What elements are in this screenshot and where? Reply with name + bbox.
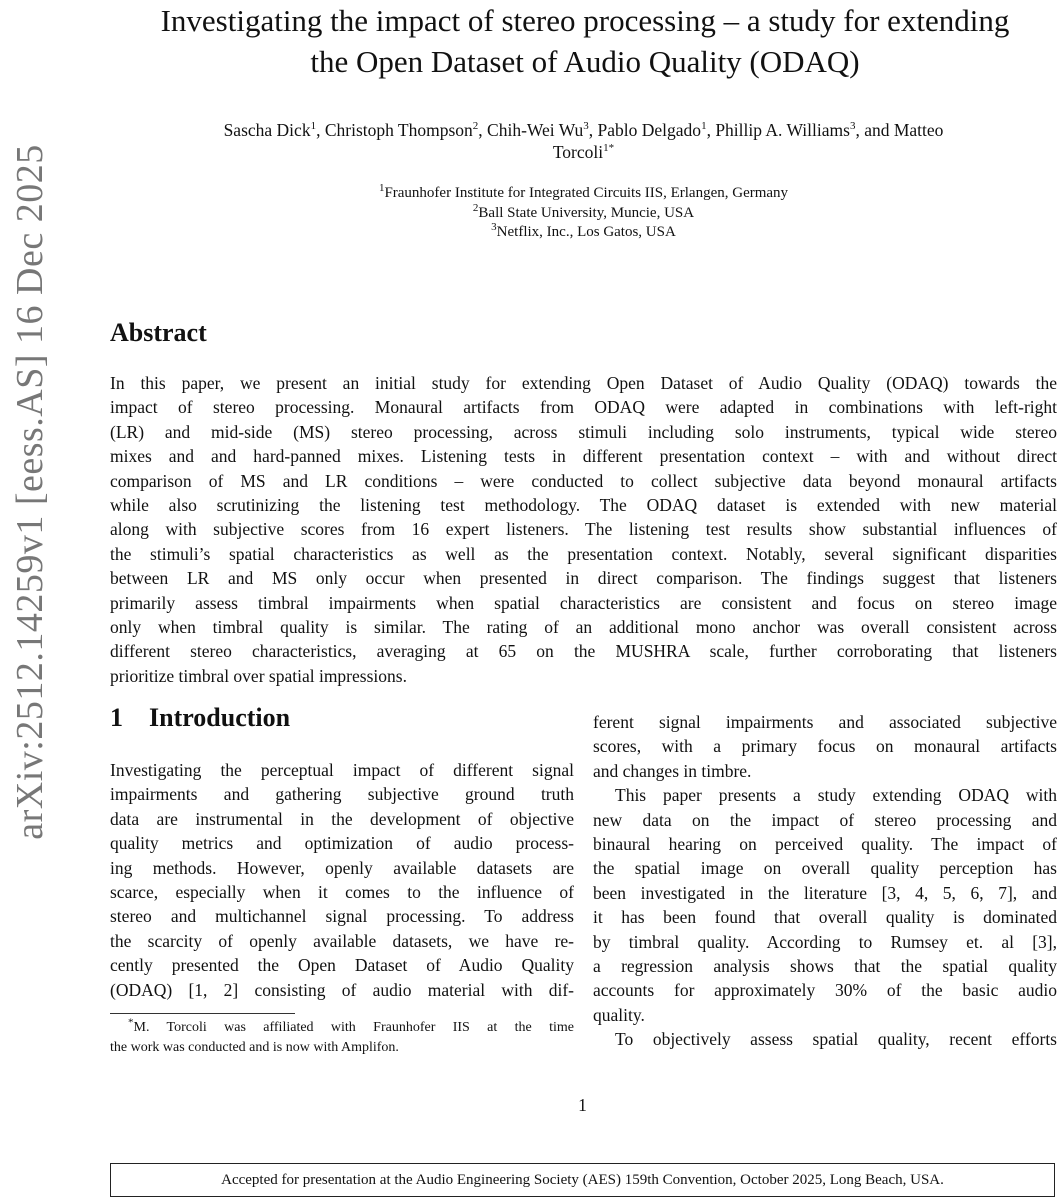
- title-line: the Open Dataset of Audio Quality (ODAQ): [310, 44, 860, 79]
- text-line: it has been found that overall quality is dominated: [593, 907, 1057, 928]
- text-line: along with subjective scores from 16 expert listeners. The listening test results show substantial influences of: [110, 519, 1057, 540]
- section-title: Introduction: [149, 703, 291, 732]
- text-line: scarce, especially when it comes to the influence of: [110, 882, 574, 903]
- affiliation: [110, 223, 1057, 243]
- text-line: primarily assess timbral impairments when spatial characteristics are consistent and focus on stereo image: [110, 592, 1057, 613]
- footnote-mark: *: [128, 1016, 134, 1029]
- text-line: cently presented the Open Dataset of Audio Quality: [110, 955, 574, 976]
- text-line: the stimuli’s spatial characteristics as well as the presentation context. Notably, several significant disparities: [110, 543, 1057, 564]
- author-line: [110, 119, 1057, 141]
- text-line: impairments and gathering subjective ground truth: [110, 784, 574, 805]
- affiliation-mark: 1: [310, 120, 317, 133]
- footnote-rule: [110, 1013, 295, 1014]
- affiliation-mark: 3: [849, 120, 856, 133]
- text-line: only when timbral quality is similar. The rating of an additional mono anchor was overall consistent across: [110, 617, 1057, 638]
- text-line: the scarcity of openly available datasets, we have re-: [110, 930, 574, 951]
- affiliation: [110, 184, 1057, 204]
- text-line: ing methods. However, openly available datasets are: [110, 857, 574, 878]
- text-line: quality.: [593, 1004, 645, 1025]
- text-line: binaural hearing on perceived quality. The impact of: [593, 834, 1057, 855]
- author-name: , Christoph Thompson: [316, 120, 473, 140]
- affiliations: [110, 184, 1057, 243]
- text-line: by timbral quality. According to Rumsey et. al [3],: [593, 931, 1057, 952]
- acceptance-note: Accepted for presentation at the Audio Engineering Society (AES) 159th Convention, October 2025, Long Beach, USA.: [110, 1163, 1055, 1197]
- affiliation-number: 3: [491, 221, 497, 233]
- text-line: and changes in timbre.: [593, 760, 752, 781]
- text-line: ferent signal impairments and associated subjective: [593, 712, 1057, 732]
- affiliation-number: 1: [378, 182, 385, 194]
- text-line: This paper presents a study extending ODAQ with: [615, 785, 1057, 806]
- text-line: scores, with a primary focus on monaural artifacts: [593, 736, 1057, 757]
- affiliation-text: Netflix, Inc., Los Gatos, USA: [496, 224, 676, 240]
- text-line: comparison of MS and LR conditions – were conducted to collect subjective data beyond monaural artifacts: [110, 470, 1057, 491]
- footnote-line: M. Torcoli was affiliated with Fraunhofer IIS at the time: [133, 1020, 574, 1035]
- author-name: , Phillip A. Williams: [706, 120, 850, 140]
- author-name: , and Matteo: [855, 120, 944, 140]
- affiliation-number: 2: [472, 201, 479, 214]
- text-line: impact of stereo processing. Monaural artifacts from ODAQ were adapted in combinations with left-right: [110, 397, 1057, 418]
- intro-right-column: [593, 710, 1057, 1052]
- text-line: prioritize timbral over spatial impressions.: [110, 665, 407, 686]
- affiliation: [110, 201, 1057, 224]
- author-name: , Chih-Wei Wu: [478, 120, 584, 140]
- text-line: new data on the impact of stereo processing and: [593, 809, 1057, 830]
- text-line: accounts for approximately 30% of the basic audio: [593, 980, 1057, 1001]
- author-line: [110, 141, 1057, 163]
- affiliation-text: Fraunhofer Institute for Integrated Circuits IIS, Erlangen, Germany: [384, 185, 789, 201]
- affiliation-text: Ball State University, Muncie, USA: [478, 204, 695, 221]
- intro-left-column: [110, 758, 574, 1002]
- text-line: a regression analysis shows that the spatial quality: [593, 956, 1057, 977]
- text-line: different stereo characteristics, averaging at 65 on the MUSHRA scale, further corroborating that listeners: [110, 641, 1057, 662]
- text-line: (LR) and mid-side (MS) stereo processing, across stimuli including solo instruments, typical wide stereo: [110, 421, 1057, 442]
- footnote-line: the work was conducted and is now with Amplifon.: [110, 1040, 399, 1055]
- text-line: Investigating the perceptual impact of different signal: [110, 760, 574, 780]
- section-heading: [110, 703, 290, 733]
- text-line: been investigated in the literature [3, 4, 5, 6, 7], and: [593, 882, 1057, 903]
- page-number: 1: [578, 1095, 587, 1115]
- abstract-heading: Abstract: [110, 318, 207, 347]
- author-name: Torcoli: [552, 142, 604, 162]
- affiliation-mark: 2: [472, 120, 479, 133]
- text-line: while also scrutinizing the listening test methodology. The ODAQ dataset is extended with new material: [110, 495, 1057, 516]
- text-line: data are instrumental in the development of objective: [110, 808, 574, 829]
- text-line: (ODAQ) [1, 2] consisting of audio material with dif-: [110, 979, 574, 1000]
- author-name: , Pablo Delgado: [588, 120, 702, 140]
- author-name: Sascha Dick: [223, 120, 311, 140]
- affiliation-mark: 1*: [603, 142, 615, 155]
- text-line: between LR and MS only occur when presented in direct comparison. The findings suggest that listeners: [110, 568, 1057, 589]
- text-line: To objectively assess spatial quality, recent efforts: [615, 1029, 1057, 1050]
- paper-title: [100, 0, 1059, 82]
- text-line: In this paper, we present an initial study for extending Open Dataset of Audio Quality (ODAQ) towards the: [110, 373, 1057, 393]
- affiliation-mark: 1: [701, 120, 707, 133]
- abstract-body: [110, 371, 1057, 688]
- text-line: mixes and and hard-panned mixes. Listening tests in different presentation context – with and without direct: [110, 446, 1057, 467]
- title-line: Investigating the impact of stereo processing – a study for extending: [160, 3, 1010, 38]
- section-number: 1: [110, 703, 123, 732]
- text-line: stereo and multichannel signal processing. To address: [110, 906, 574, 927]
- arxiv-stamp: arXiv:2512.14259v1 [eess.AS] 16 Dec 2025: [9, 144, 51, 840]
- text-line: quality metrics and optimization of audio process-: [110, 833, 574, 854]
- affiliation-mark: 3: [583, 120, 589, 133]
- footnote: [110, 1018, 574, 1058]
- author-list: [110, 119, 1057, 163]
- text-line: the spatial image on overall quality perception has: [593, 858, 1057, 879]
